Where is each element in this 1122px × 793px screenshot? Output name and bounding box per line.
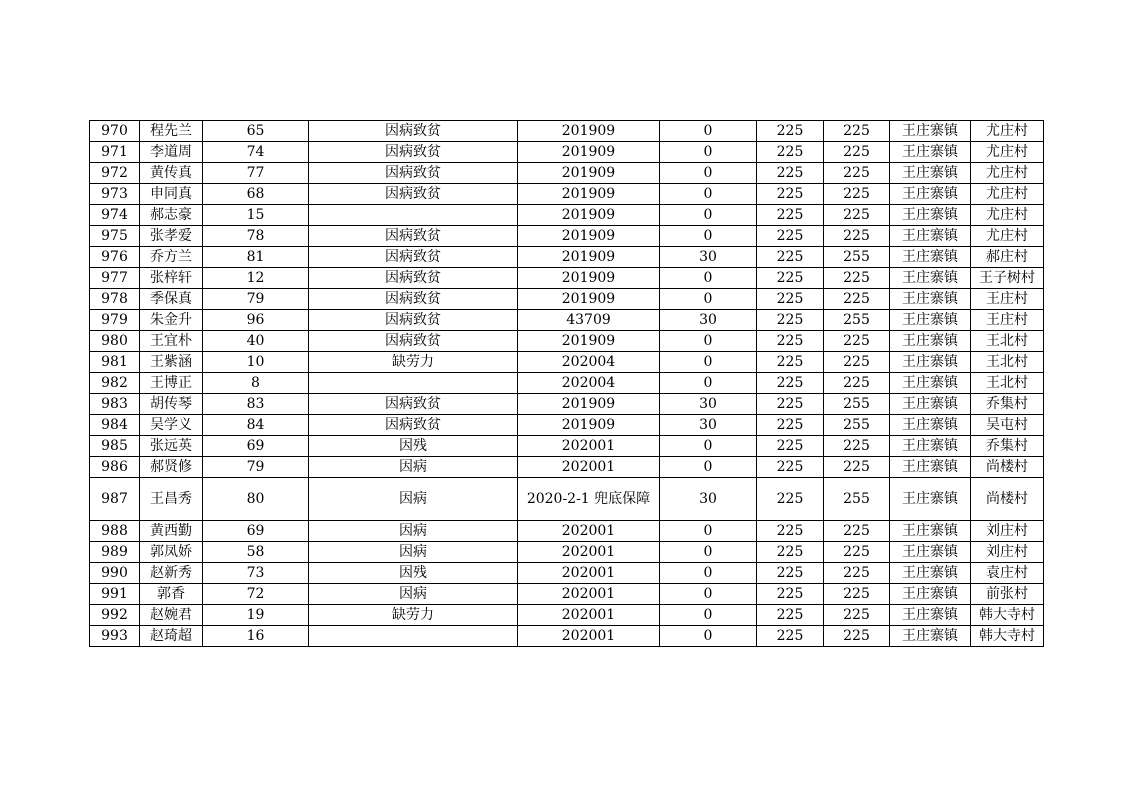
- cell-extra-amount: 0: [660, 373, 757, 394]
- cell-total-amount: 255: [824, 310, 890, 331]
- cell-village: 王庄村: [971, 310, 1044, 331]
- cell-poverty-cause: [309, 205, 518, 226]
- cell-extra-amount: 0: [660, 184, 757, 205]
- cell-base-amount: 225: [757, 142, 824, 163]
- cell-base-amount: 225: [757, 184, 824, 205]
- cell-row-number: 992: [90, 605, 140, 626]
- cell-age: 12: [203, 268, 309, 289]
- cell-age: 74: [203, 142, 309, 163]
- cell-extra-amount: 0: [660, 121, 757, 142]
- cell-poverty-cause: 因病致贫: [309, 121, 518, 142]
- table-row: [90, 626, 1044, 647]
- cell-date: 201909: [518, 142, 660, 163]
- cell-town: 王庄寨镇: [890, 415, 971, 436]
- cell-age: 73: [203, 563, 309, 584]
- cell-row-number: 990: [90, 563, 140, 584]
- cell-name: 张远英: [140, 436, 203, 457]
- cell-base-amount: 225: [757, 457, 824, 478]
- cell-extra-amount: 30: [660, 394, 757, 415]
- table-row: [90, 226, 1044, 247]
- cell-age: 10: [203, 352, 309, 373]
- cell-row-number: 993: [90, 626, 140, 647]
- cell-poverty-cause: 因病: [309, 542, 518, 563]
- cell-town: 王庄寨镇: [890, 373, 971, 394]
- cell-date: 202001: [518, 626, 660, 647]
- cell-row-number: 988: [90, 521, 140, 542]
- cell-base-amount: 225: [757, 373, 824, 394]
- cell-name: 王昌秀: [140, 478, 203, 521]
- cell-village: 乔集村: [971, 394, 1044, 415]
- cell-row-number: 979: [90, 310, 140, 331]
- cell-date: 201909: [518, 205, 660, 226]
- cell-town: 王庄寨镇: [890, 563, 971, 584]
- cell-age: 68: [203, 184, 309, 205]
- cell-extra-amount: 0: [660, 436, 757, 457]
- cell-name: 胡传琴: [140, 394, 203, 415]
- cell-base-amount: 225: [757, 352, 824, 373]
- table-row: [90, 289, 1044, 310]
- cell-total-amount: 255: [824, 478, 890, 521]
- table-row: [90, 542, 1044, 563]
- cell-extra-amount: 0: [660, 521, 757, 542]
- cell-name: 朱金升: [140, 310, 203, 331]
- cell-base-amount: 225: [757, 478, 824, 521]
- cell-name: 申同真: [140, 184, 203, 205]
- cell-village: 吴屯村: [971, 415, 1044, 436]
- cell-village: 尚楼村: [971, 478, 1044, 521]
- cell-extra-amount: 0: [660, 457, 757, 478]
- cell-extra-amount: 30: [660, 310, 757, 331]
- cell-village: 韩大寺村: [971, 626, 1044, 647]
- cell-poverty-cause: 因病: [309, 457, 518, 478]
- cell-total-amount: 225: [824, 142, 890, 163]
- cell-base-amount: 225: [757, 563, 824, 584]
- cell-base-amount: 225: [757, 268, 824, 289]
- cell-name: 李道周: [140, 142, 203, 163]
- cell-extra-amount: 0: [660, 226, 757, 247]
- cell-date: 201909: [518, 289, 660, 310]
- cell-total-amount: 225: [824, 352, 890, 373]
- cell-base-amount: 225: [757, 542, 824, 563]
- cell-name: 张孝爱: [140, 226, 203, 247]
- cell-total-amount: 225: [824, 184, 890, 205]
- cell-name: 赵新秀: [140, 563, 203, 584]
- cell-town: 王庄寨镇: [890, 521, 971, 542]
- cell-village: 刘庄村: [971, 521, 1044, 542]
- cell-village: 王子树村: [971, 268, 1044, 289]
- cell-name: 赵婉君: [140, 605, 203, 626]
- cell-date: 2020-2-1 兜底保障: [518, 478, 660, 521]
- cell-date: 201909: [518, 394, 660, 415]
- cell-name: 郝志豪: [140, 205, 203, 226]
- cell-town: 王庄寨镇: [890, 605, 971, 626]
- cell-total-amount: 225: [824, 626, 890, 647]
- cell-row-number: 972: [90, 163, 140, 184]
- cell-base-amount: 225: [757, 121, 824, 142]
- cell-name: 王宜朴: [140, 331, 203, 352]
- cell-town: 王庄寨镇: [890, 268, 971, 289]
- cell-town: 王庄寨镇: [890, 226, 971, 247]
- cell-poverty-cause: 因病致贫: [309, 163, 518, 184]
- cell-total-amount: 225: [824, 563, 890, 584]
- cell-base-amount: 225: [757, 247, 824, 268]
- table-row: [90, 352, 1044, 373]
- table-row: [90, 394, 1044, 415]
- cell-base-amount: 225: [757, 394, 824, 415]
- cell-base-amount: 225: [757, 415, 824, 436]
- cell-village: 尤庄村: [971, 184, 1044, 205]
- cell-village: 尤庄村: [971, 226, 1044, 247]
- cell-total-amount: 225: [824, 268, 890, 289]
- cell-town: 王庄寨镇: [890, 247, 971, 268]
- table-row: [90, 478, 1044, 521]
- cell-base-amount: 225: [757, 436, 824, 457]
- cell-base-amount: 225: [757, 310, 824, 331]
- cell-row-number: 986: [90, 457, 140, 478]
- cell-extra-amount: 30: [660, 247, 757, 268]
- cell-village: 尤庄村: [971, 163, 1044, 184]
- cell-total-amount: 225: [824, 289, 890, 310]
- cell-date: 202001: [518, 521, 660, 542]
- cell-poverty-cause: 因病致贫: [309, 184, 518, 205]
- cell-row-number: 989: [90, 542, 140, 563]
- cell-name: 郝贤修: [140, 457, 203, 478]
- cell-village: 前张村: [971, 584, 1044, 605]
- cell-total-amount: 225: [824, 521, 890, 542]
- cell-total-amount: 225: [824, 163, 890, 184]
- table-row: [90, 605, 1044, 626]
- cell-poverty-cause: 因病致贫: [309, 310, 518, 331]
- cell-name: 黄西勤: [140, 521, 203, 542]
- cell-poverty-cause: [309, 373, 518, 394]
- cell-age: 16: [203, 626, 309, 647]
- cell-total-amount: 225: [824, 205, 890, 226]
- cell-base-amount: 225: [757, 289, 824, 310]
- cell-total-amount: 225: [824, 121, 890, 142]
- cell-village: 王北村: [971, 352, 1044, 373]
- cell-row-number: 973: [90, 184, 140, 205]
- table-row: [90, 184, 1044, 205]
- cell-date: 201909: [518, 331, 660, 352]
- cell-name: 郭香: [140, 584, 203, 605]
- cell-age: 79: [203, 289, 309, 310]
- cell-poverty-cause: 因残: [309, 563, 518, 584]
- cell-row-number: 983: [90, 394, 140, 415]
- cell-town: 王庄寨镇: [890, 436, 971, 457]
- cell-total-amount: 225: [824, 373, 890, 394]
- cell-age: 79: [203, 457, 309, 478]
- cell-age: 80: [203, 478, 309, 521]
- table-row: [90, 163, 1044, 184]
- cell-town: 王庄寨镇: [890, 163, 971, 184]
- cell-town: 王庄寨镇: [890, 626, 971, 647]
- cell-total-amount: 225: [824, 542, 890, 563]
- cell-town: 王庄寨镇: [890, 331, 971, 352]
- cell-name: 王紫涵: [140, 352, 203, 373]
- cell-age: 83: [203, 394, 309, 415]
- cell-name: 郭凤娇: [140, 542, 203, 563]
- cell-row-number: 980: [90, 331, 140, 352]
- cell-base-amount: 225: [757, 626, 824, 647]
- cell-poverty-cause: 因病致贫: [309, 415, 518, 436]
- cell-base-amount: 225: [757, 205, 824, 226]
- cell-extra-amount: 0: [660, 352, 757, 373]
- cell-row-number: 982: [90, 373, 140, 394]
- cell-row-number: 970: [90, 121, 140, 142]
- cell-row-number: 984: [90, 415, 140, 436]
- table-row: [90, 436, 1044, 457]
- cell-row-number: 974: [90, 205, 140, 226]
- cell-age: 77: [203, 163, 309, 184]
- cell-extra-amount: 0: [660, 331, 757, 352]
- cell-row-number: 977: [90, 268, 140, 289]
- cell-date: 202001: [518, 457, 660, 478]
- cell-village: 刘庄村: [971, 542, 1044, 563]
- cell-row-number: 975: [90, 226, 140, 247]
- cell-name: 赵琦超: [140, 626, 203, 647]
- cell-date: 202001: [518, 563, 660, 584]
- table-row: [90, 331, 1044, 352]
- cell-base-amount: 225: [757, 226, 824, 247]
- cell-age: 72: [203, 584, 309, 605]
- cell-town: 王庄寨镇: [890, 121, 971, 142]
- cell-base-amount: 225: [757, 521, 824, 542]
- cell-name: 王博正: [140, 373, 203, 394]
- cell-village: 郝庄村: [971, 247, 1044, 268]
- cell-row-number: 987: [90, 478, 140, 521]
- cell-poverty-cause: 缺劳力: [309, 605, 518, 626]
- cell-extra-amount: 0: [660, 205, 757, 226]
- cell-date: 201909: [518, 184, 660, 205]
- cell-total-amount: 225: [824, 605, 890, 626]
- cell-age: 69: [203, 521, 309, 542]
- records-table: [89, 120, 1044, 647]
- cell-village: 袁庄村: [971, 563, 1044, 584]
- cell-date: 202001: [518, 605, 660, 626]
- cell-row-number: 978: [90, 289, 140, 310]
- cell-poverty-cause: 因病致贫: [309, 142, 518, 163]
- cell-extra-amount: 0: [660, 163, 757, 184]
- cell-name: 乔方兰: [140, 247, 203, 268]
- cell-date: 201909: [518, 415, 660, 436]
- cell-poverty-cause: 因病: [309, 521, 518, 542]
- cell-age: 40: [203, 331, 309, 352]
- cell-date: 202004: [518, 352, 660, 373]
- table-row: [90, 521, 1044, 542]
- cell-age: 8: [203, 373, 309, 394]
- cell-town: 王庄寨镇: [890, 142, 971, 163]
- cell-row-number: 981: [90, 352, 140, 373]
- cell-age: 58: [203, 542, 309, 563]
- cell-total-amount: 255: [824, 247, 890, 268]
- cell-total-amount: 255: [824, 415, 890, 436]
- table-row: [90, 373, 1044, 394]
- cell-name: 吴学义: [140, 415, 203, 436]
- table-row: [90, 142, 1044, 163]
- cell-age: 19: [203, 605, 309, 626]
- cell-total-amount: 255: [824, 394, 890, 415]
- cell-extra-amount: 0: [660, 563, 757, 584]
- cell-poverty-cause: [309, 626, 518, 647]
- cell-age: 84: [203, 415, 309, 436]
- cell-date: 202001: [518, 436, 660, 457]
- cell-total-amount: 225: [824, 584, 890, 605]
- table-row: [90, 310, 1044, 331]
- cell-total-amount: 225: [824, 331, 890, 352]
- cell-date: 201909: [518, 163, 660, 184]
- table-row: [90, 415, 1044, 436]
- table-row: [90, 584, 1044, 605]
- cell-row-number: 976: [90, 247, 140, 268]
- cell-extra-amount: 30: [660, 415, 757, 436]
- cell-town: 王庄寨镇: [890, 184, 971, 205]
- cell-base-amount: 225: [757, 584, 824, 605]
- cell-village: 王庄村: [971, 289, 1044, 310]
- cell-village: 尤庄村: [971, 205, 1044, 226]
- cell-extra-amount: 30: [660, 478, 757, 521]
- cell-town: 王庄寨镇: [890, 394, 971, 415]
- cell-poverty-cause: 缺劳力: [309, 352, 518, 373]
- cell-row-number: 991: [90, 584, 140, 605]
- cell-age: 96: [203, 310, 309, 331]
- cell-date: 43709: [518, 310, 660, 331]
- cell-village: 王北村: [971, 373, 1044, 394]
- cell-town: 王庄寨镇: [890, 289, 971, 310]
- cell-total-amount: 225: [824, 226, 890, 247]
- cell-date: 202004: [518, 373, 660, 394]
- cell-town: 王庄寨镇: [890, 310, 971, 331]
- cell-poverty-cause: 因病致贫: [309, 394, 518, 415]
- cell-town: 王庄寨镇: [890, 352, 971, 373]
- table-row: [90, 268, 1044, 289]
- table-row: [90, 121, 1044, 142]
- cell-village: 尤庄村: [971, 142, 1044, 163]
- cell-date: 201909: [518, 121, 660, 142]
- cell-extra-amount: 0: [660, 605, 757, 626]
- cell-row-number: 971: [90, 142, 140, 163]
- cell-date: 201909: [518, 268, 660, 289]
- cell-date: 202001: [518, 542, 660, 563]
- cell-total-amount: 225: [824, 436, 890, 457]
- cell-town: 王庄寨镇: [890, 542, 971, 563]
- cell-age: 15: [203, 205, 309, 226]
- cell-extra-amount: 0: [660, 289, 757, 310]
- cell-poverty-cause: 因病致贫: [309, 331, 518, 352]
- cell-village: 尤庄村: [971, 121, 1044, 142]
- cell-base-amount: 225: [757, 331, 824, 352]
- table-row: [90, 457, 1044, 478]
- cell-date: 201909: [518, 226, 660, 247]
- cell-age: 78: [203, 226, 309, 247]
- cell-extra-amount: 0: [660, 584, 757, 605]
- cell-poverty-cause: 因病: [309, 478, 518, 521]
- table-row: [90, 247, 1044, 268]
- cell-row-number: 985: [90, 436, 140, 457]
- cell-town: 王庄寨镇: [890, 457, 971, 478]
- cell-poverty-cause: 因病: [309, 584, 518, 605]
- cell-village: 乔集村: [971, 436, 1044, 457]
- cell-extra-amount: 0: [660, 626, 757, 647]
- cell-name: 程先兰: [140, 121, 203, 142]
- cell-town: 王庄寨镇: [890, 478, 971, 521]
- cell-name: 黄传真: [140, 163, 203, 184]
- cell-poverty-cause: 因病致贫: [309, 226, 518, 247]
- cell-town: 王庄寨镇: [890, 584, 971, 605]
- cell-poverty-cause: 因残: [309, 436, 518, 457]
- cell-age: 69: [203, 436, 309, 457]
- cell-base-amount: 225: [757, 605, 824, 626]
- table-row: [90, 563, 1044, 584]
- cell-poverty-cause: 因病致贫: [309, 289, 518, 310]
- cell-village: 王北村: [971, 331, 1044, 352]
- cell-village: 韩大寺村: [971, 605, 1044, 626]
- cell-extra-amount: 0: [660, 268, 757, 289]
- cell-name: 季保真: [140, 289, 203, 310]
- cell-age: 81: [203, 247, 309, 268]
- cell-date: 202001: [518, 584, 660, 605]
- cell-date: 201909: [518, 247, 660, 268]
- cell-total-amount: 225: [824, 457, 890, 478]
- cell-poverty-cause: 因病致贫: [309, 268, 518, 289]
- cell-age: 65: [203, 121, 309, 142]
- cell-poverty-cause: 因病致贫: [309, 247, 518, 268]
- cell-town: 王庄寨镇: [890, 205, 971, 226]
- cell-base-amount: 225: [757, 163, 824, 184]
- cell-extra-amount: 0: [660, 542, 757, 563]
- cell-name: 张梓轩: [140, 268, 203, 289]
- cell-village: 尚楼村: [971, 457, 1044, 478]
- cell-extra-amount: 0: [660, 142, 757, 163]
- table-row: [90, 205, 1044, 226]
